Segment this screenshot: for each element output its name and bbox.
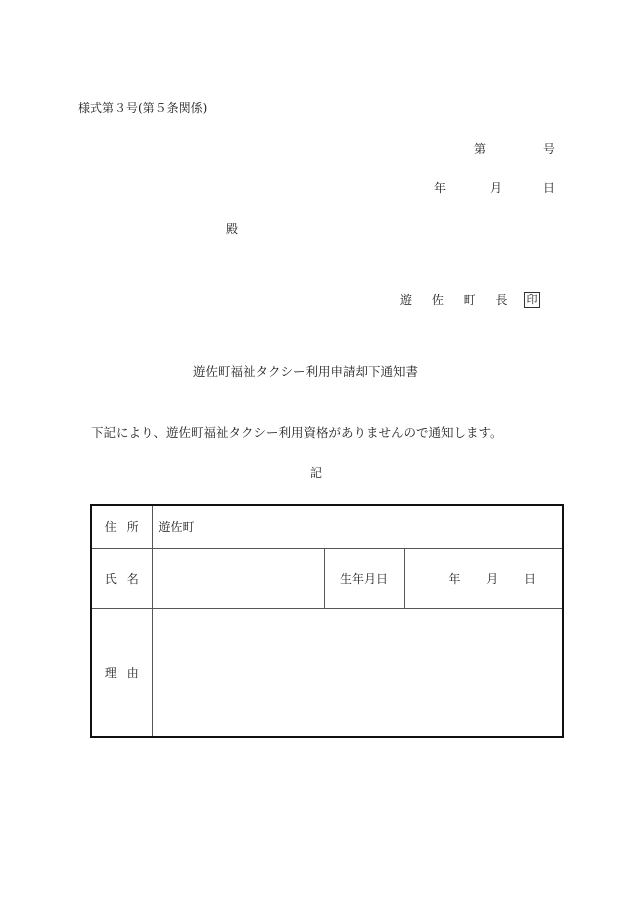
document-number-go: 号: [543, 142, 556, 156]
form-number: 様式第３号(第５条関係): [78, 101, 208, 115]
name-row: [91, 548, 563, 608]
birthdate-label: 生年月日: [324, 548, 404, 608]
notice-table: [90, 504, 564, 738]
notice-body: 下記により、遊佐町福祉タクシー利用資格がありませんので通知します。: [91, 425, 503, 440]
date-month: 月: [490, 181, 503, 195]
reason-row: [91, 608, 563, 737]
ki-heading: 記: [310, 466, 323, 480]
name-field[interactable]: [152, 548, 324, 608]
document-title: 遊佐町福祉タクシー利用申請却下通知書: [193, 364, 419, 379]
birthdate-value: 年 月 日: [404, 548, 563, 608]
addressee-suffix: 殿: [226, 222, 239, 236]
reason-field[interactable]: [152, 608, 563, 737]
address-row: [91, 505, 563, 548]
date-day: 日: [543, 181, 556, 195]
reason-label: 理由: [91, 608, 152, 737]
seal-icon: 印: [524, 292, 540, 308]
address-label: 住所: [91, 505, 152, 548]
address-value: 遊佐町: [152, 505, 563, 548]
date-year: 年: [434, 181, 447, 195]
issuer-name: 遊 佐 町 長: [400, 293, 516, 307]
document-number-dai: 第: [474, 142, 487, 156]
name-label: 氏名: [91, 548, 152, 608]
